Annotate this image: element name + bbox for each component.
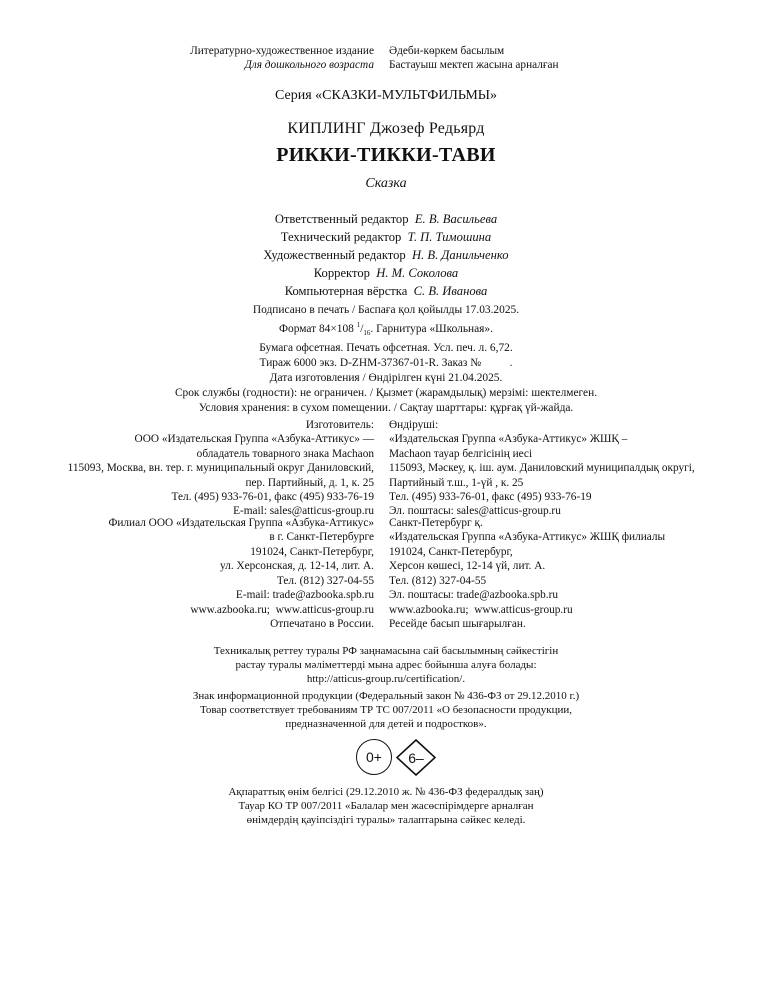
- staff-line: [0, 282, 772, 300]
- storage-line: Условия хранения: в сухом помещении. / Сақтау шарттары: құрғақ үй-жайда.: [198, 402, 574, 415]
- printed-in: Ресейде басып шығарылған.: [389, 618, 526, 631]
- run-line: Тираж 6000 экз. D-ZHM-37367-01-R. Заказ № .: [259, 357, 513, 370]
- header-ru: [0, 44, 389, 73]
- manufacturer-line: пер. Партийный, д. 1, к. 25: [245, 476, 374, 489]
- info-product-kz: [0, 785, 772, 827]
- info-line: Товар соответствует требованиям ТР ТС 007/2011 «О безопасности продукции,: [199, 704, 573, 716]
- genre-label: Сказка: [365, 176, 407, 191]
- tech-line: http://atticus-group.ru/certification/.: [306, 673, 466, 685]
- tech-line: Техникалық реттеу туралы РФ заңнамасына сай басылымның сәйкестігін: [213, 645, 559, 657]
- staff-line: [0, 210, 772, 228]
- manufacturer-block: [0, 418, 772, 519]
- web-links: www.azbooka.ru; www.atticus-group.ru: [389, 604, 573, 616]
- staff-role: Ответственный редактор: [274, 212, 409, 226]
- web-links: www.azbooka.ru; www.atticus-group.ru: [190, 604, 374, 616]
- age-0-badge: 0+: [356, 739, 392, 775]
- tech-regulation-note: [0, 644, 772, 686]
- branch-line: Херсон көшесі, 12-14 үй, лит. А.: [389, 560, 546, 573]
- age-group-kz: Бастауыш мектеп жасына арналған: [389, 59, 559, 72]
- staff-name: Н. М. Соколова: [376, 266, 459, 280]
- staff-name: С. В. Иванова: [413, 284, 488, 298]
- staff-role: Художественный редактор: [263, 248, 406, 262]
- staff-name: Н. В. Данильченко: [412, 248, 509, 262]
- staff-role: Корректор: [313, 266, 370, 280]
- format-slash: /: [360, 322, 364, 335]
- branch-line: 191024, Санкт-Петербург,: [250, 545, 374, 558]
- manufacturer-line: Эл. поштасы: sales@atticus-group.ru: [389, 505, 561, 518]
- web-block: [0, 603, 772, 632]
- staff-role: Технический редактор: [280, 230, 402, 244]
- date-line: Дата изготовления / Өндірілген күні 21.04.2025.: [269, 372, 503, 385]
- manufacturer-line: ООО «Издательская Группа «Азбука-Аттикус» —: [134, 433, 374, 446]
- branch-line: Филиал ООО «Издательская Группа «Азбука-Аттикус»: [108, 517, 374, 529]
- web-kz: [389, 603, 772, 632]
- tech-line: растау туралы мәліметтерді мына адрес бойынша алуға болады:: [235, 659, 537, 671]
- edition-type-kz: Әдеби-көркем басылым: [389, 45, 505, 57]
- format-prefix: Формат 84×108: [279, 322, 357, 335]
- format-line: [0, 318, 772, 341]
- manufacturer-line: 115093, Мәскеу, қ. іш. аум. Даниловский муниципалдық округі,: [389, 462, 695, 475]
- format-numerator: 1: [356, 321, 361, 329]
- editorial-staff: [0, 210, 772, 300]
- staff-line: [0, 246, 772, 264]
- age-badges: [0, 739, 772, 779]
- staff-line: [0, 264, 772, 282]
- branch-line: в г. Санкт-Петербурге: [269, 531, 374, 544]
- info-line: Тауар КО ТР 007/2011 «Балалар мен жасөспірімдерге арналған: [238, 800, 534, 812]
- print-details: [0, 303, 772, 416]
- manufacturer-line: «Издательская Группа «Азбука-Аттикус» ЖШҚ –: [389, 433, 628, 446]
- web-ru: [0, 603, 389, 632]
- manufacturer-line: Machaon тауар белгісінің иесі: [389, 447, 533, 460]
- age-6-label: 6–: [408, 749, 424, 766]
- manufacturer-line: Тел. (495) 933-76-01, факс (495) 933-76-19: [389, 491, 592, 504]
- branch-ru: [0, 516, 389, 602]
- manufacturer-line: Изготовитель:: [305, 419, 374, 431]
- manufacturer-kz: [389, 418, 772, 519]
- info-line: өнімдердің қауіпсіздігі туралы» талаптарына сәйкес келеді.: [246, 814, 526, 826]
- manufacturer-ru: [0, 418, 389, 519]
- age-group-ru: Для дошкольного возраста: [244, 59, 374, 72]
- branch-line: Эл. поштасы: trade@azbooka.spb.ru: [389, 589, 559, 602]
- branch-line: E-mail: trade@azbooka.spb.ru: [235, 589, 374, 602]
- branch-block: [0, 516, 772, 602]
- info-product-ru: [0, 689, 772, 731]
- edition-type-ru: Литературно-художественное издание: [190, 45, 374, 57]
- manufacturer-line: Тел. (495) 933-76-01, факс (495) 933-76-19: [171, 491, 374, 504]
- info-line: Ақпараттық өнім белгісі (29.12.2010 ж. № 436-ФЗ федералдық заң): [228, 786, 544, 798]
- header-kz: [389, 44, 772, 73]
- series-line: Серия «СКАЗКИ-МУЛЬТФИЛЬМЫ»: [274, 88, 498, 103]
- manufacturer-line: E-mail: sales@atticus-group.ru: [233, 505, 374, 518]
- header: [0, 44, 772, 73]
- manufacturer-line: 115093, Москва, вн. тер. г. муниципальный округ Даниловский,: [67, 462, 374, 475]
- book-title: РИККИ-ТИККИ-ТАВИ: [276, 144, 496, 166]
- age-6-badge: [396, 739, 436, 776]
- manufacturer-line: Өндіруші:: [389, 419, 439, 431]
- manufacturer-line: Партийный т.ш., 1-үй , к. 25: [389, 476, 524, 489]
- staff-name: Т. П. Тимошина: [407, 230, 492, 244]
- format-suffix: . Гарнитура «Школьная».: [370, 322, 493, 335]
- paper-line: Бумага офсетная. Печать офсетная. Усл. печ. л. 6,72.: [259, 342, 513, 355]
- branch-line: Санкт-Петербург қ.: [389, 517, 483, 529]
- shelf-life-line: Срок службы (годности): не ограничен. / Қызмет (жарамдылық) мерзімі: шектелмеген.: [174, 387, 598, 400]
- branch-line: «Издательская Группа «Азбука-Аттикус» ЖШҚ филиалы: [389, 531, 666, 544]
- branch-kz: [389, 516, 772, 602]
- branch-line: Тел. (812) 327-04-55: [276, 574, 374, 587]
- info-line: Знак информационной продукции (Федеральный закон № 436-ФЗ от 29.12.2010 г.): [192, 690, 580, 702]
- branch-line: 191024, Санкт-Петербург,: [389, 545, 513, 558]
- manufacturer-line: обладатель товарного знака Machaon: [196, 447, 374, 460]
- staff-role: Компьютерная вёрстка: [284, 284, 408, 298]
- branch-line: Тел. (812) 327-04-55: [389, 574, 487, 587]
- signed-line: Подписано в печать / Баспаға қол қойылды 17.03.2025.: [252, 304, 520, 316]
- author-name: КИПЛИНГ Джозеф Редьярд: [287, 120, 485, 137]
- staff-line: [0, 228, 772, 246]
- printed-in: Отпечатано в России.: [270, 618, 374, 631]
- branch-line: ул. Херсонская, д. 12-14, лит. А.: [220, 560, 374, 573]
- info-line: предназначенной для детей и подростков».: [285, 718, 487, 730]
- staff-name: Е. В. Васильева: [414, 212, 498, 226]
- format-denominator: 16: [363, 329, 371, 338]
